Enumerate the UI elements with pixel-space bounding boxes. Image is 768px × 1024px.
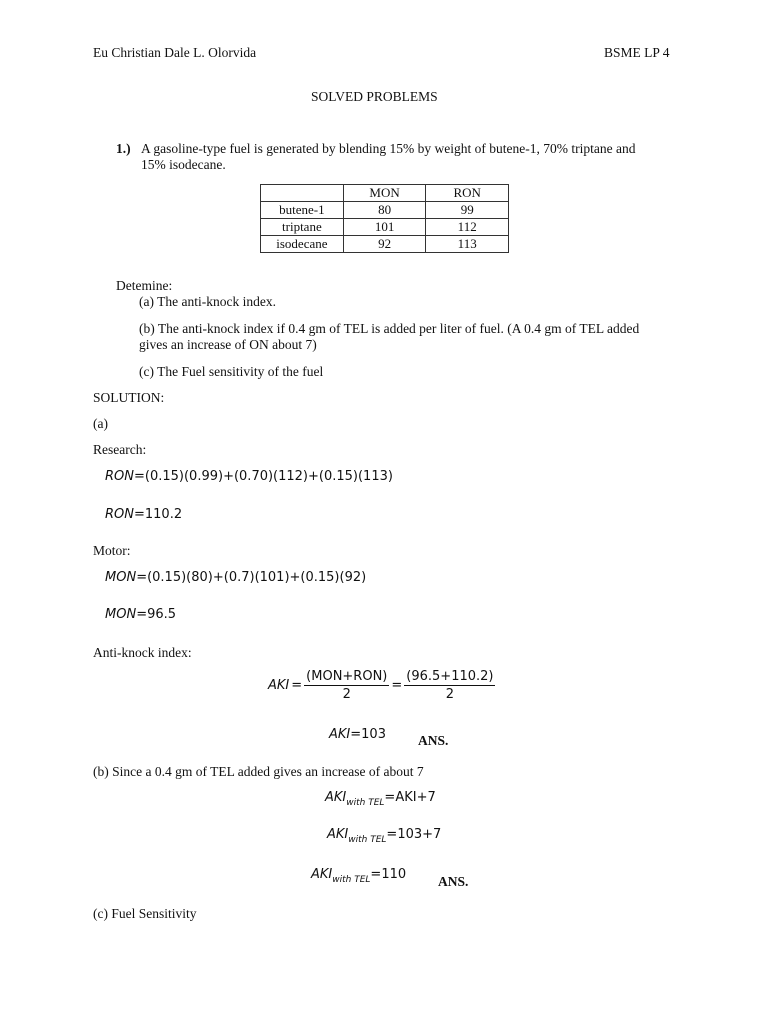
problem-number: 1.) (116, 141, 131, 156)
answer-marker-a: ANS. (418, 733, 449, 748)
table-row (261, 219, 509, 236)
ron-cell: 99 (426, 202, 509, 219)
part-b-label: (b) Since a 0.4 gm of TEL added gives an increase of about 7 (93, 764, 424, 779)
with-tel-subscript: with TEL (332, 875, 371, 885)
aki-tel-result (311, 867, 407, 885)
aki-fraction-symbolic (304, 669, 389, 702)
aki-tel-substituted: =103+7 (386, 827, 442, 842)
ron-cell: 112 (426, 219, 509, 236)
aki-tel-variable: AKI (327, 827, 349, 842)
page-title: SOLVED PROBLEMS (311, 89, 438, 104)
determine-item-a: (a) The anti-knock index. (139, 294, 276, 309)
problem-text-line2: 15% isodecane. (141, 157, 226, 172)
aki-label: Anti-knock index: (93, 645, 192, 660)
mon-cell: 80 (343, 202, 426, 219)
aki-tel-variable: AKI (325, 790, 347, 805)
mon-variable: MON (105, 570, 137, 585)
part-c-label: (c) Fuel Sensitivity (93, 906, 197, 921)
aki-tel-substitution (327, 827, 442, 845)
mon-result (105, 607, 176, 622)
aki-tel-equation (325, 790, 436, 808)
aki-denominator-numeric: 2 (445, 687, 455, 702)
fuel-name-cell: butene-1 (261, 202, 344, 219)
problem-text-line1: A gasoline-type fuel is generated by blending 15% by weight of butene-1, 70% triptane and (141, 141, 636, 156)
aki-tel-expression: =AKI+7 (384, 790, 436, 805)
ron-result-value: =110.2 (134, 507, 183, 522)
ron-result-variable: RON (105, 507, 134, 522)
table-row (261, 202, 509, 219)
table-header-cell: MON (343, 185, 426, 202)
part-a-label: (a) (93, 416, 108, 431)
aki-numerator-numeric: (96.5+110.2) (406, 669, 494, 684)
octane-table (260, 184, 509, 253)
solution-label: SOLUTION: (93, 390, 165, 405)
aki-tel-variable: AKI (311, 867, 333, 882)
aki-variable: AKI (268, 678, 290, 693)
determine-item-c: (c) The Fuel sensitivity of the fuel (139, 364, 324, 379)
mon-cell: 92 (343, 236, 426, 253)
mon-equation (105, 570, 366, 585)
table-header-cell: RON (426, 185, 509, 202)
mon-expression: =(0.15)(80)+(0.7)(101)+(0.15)(92) (136, 570, 367, 585)
determine-label: Detemine: (116, 278, 173, 293)
determine-item-b-line1: (b) The anti-knock index if 0.4 gm of TEL is added per liter of fuel. (A 0.4 gm of TEL added (139, 321, 640, 336)
mon-result-value: =96.5 (136, 607, 177, 622)
aki-result-variable: AKI (329, 727, 351, 742)
course-code: BSME LP 4 (604, 45, 670, 60)
mon-cell: 101 (343, 219, 426, 236)
determine-item-b-line2: gives an increase of ON about 7) (139, 337, 317, 352)
ron-variable: RON (105, 469, 134, 484)
aki-equation: AKI = $\frac{\text{(MON+RON)}}{2}$ = $\frac{(96.5+110.2)}{2}$ (268, 669, 494, 702)
aki-fraction-numeric (404, 669, 495, 702)
fuel-name-cell: triptane (261, 219, 344, 236)
ron-cell: 113 (426, 236, 509, 253)
ron-equation (105, 469, 393, 484)
aki-tel-result-value: =110 (370, 867, 407, 882)
with-tel-subscript: with TEL (346, 798, 385, 808)
fuel-name-cell: isodecane (261, 236, 344, 253)
motor-label: Motor: (93, 543, 131, 558)
aki-denominator-symbolic: 2 (342, 687, 351, 702)
mon-result-variable: MON (105, 607, 137, 622)
table-header-cell (261, 185, 344, 202)
ron-expression: =(0.15)(0.99)+(0.70)(112)+(0.15)(113) (134, 469, 393, 484)
answer-marker-b: ANS. (438, 874, 469, 889)
author-name: Eu Christian Dale L. Olorvida (93, 45, 257, 60)
aki-result (329, 727, 386, 742)
table-header-row (261, 185, 509, 202)
aki-numerator-symbolic: (MON+RON) (306, 669, 388, 684)
with-tel-subscript: with TEL (348, 835, 387, 845)
table-row (261, 236, 509, 253)
ron-result (105, 507, 182, 522)
research-label: Research: (93, 442, 147, 457)
aki-result-value: =103 (350, 727, 386, 742)
